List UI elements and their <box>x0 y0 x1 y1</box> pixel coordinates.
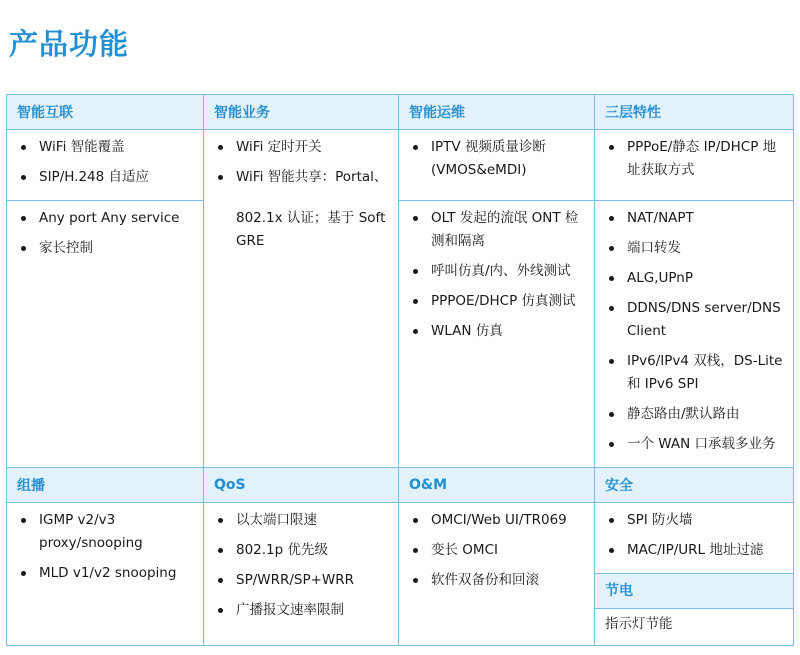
power-saving-text: 指示灯节能 <box>605 616 673 632</box>
list-item: 变长 OMCI <box>411 539 586 562</box>
header-intelligent-connection: 智能互联 <box>7 95 204 130</box>
cell-row2-col1 <box>7 201 204 468</box>
page-title: 产品功能 <box>9 27 130 61</box>
feature-list <box>595 130 793 193</box>
list-item: 端口转发 <box>607 237 785 260</box>
list-item: MAC/IP/URL 地址过滤 <box>607 539 785 562</box>
header-intelligent-maintenance: 智能运维 <box>399 95 595 130</box>
feature-list <box>7 130 203 200</box>
header-qos: QoS <box>204 468 399 503</box>
feature-list <box>7 503 203 596</box>
list-item: NAT/NAPT <box>607 207 785 230</box>
header-power-saving: 节电 <box>595 573 793 609</box>
feature-table <box>6 94 794 646</box>
feature-list <box>595 201 793 467</box>
list-item: Any port Any service <box>19 207 195 230</box>
cell-row3-col4 <box>595 503 794 646</box>
list-item: SP/WRR/SP+WRR <box>216 569 390 592</box>
list-item: WiFi 智能覆盖 <box>19 136 195 159</box>
list-item: WLAN 仿真 <box>411 320 586 343</box>
feature-list <box>204 130 398 200</box>
header-security: 安全 <box>595 468 794 503</box>
list-item: MLD v1/v2 snooping <box>19 562 195 585</box>
list-item-continuation: 802.1x 认证；基于 Soft GRE <box>236 209 386 249</box>
list-item: PPPOE/DHCP 仿真测试 <box>411 290 586 313</box>
feature-list <box>204 503 398 633</box>
header-om: O&M <box>399 468 595 503</box>
list-item: SIP/H.248 自适应 <box>19 166 195 189</box>
cell-row1-col1 <box>7 130 204 201</box>
feature-list <box>399 130 594 193</box>
list-item: 呼叫仿真/内、外线测试 <box>411 260 586 283</box>
list-item: 家长控制 <box>19 237 195 260</box>
list-item: IGMP v2/v3 proxy/snooping <box>19 509 195 555</box>
cell-row2-col4 <box>595 201 794 468</box>
list-item: IPv6/IPv4 双栈，DS-Lite 和 IPv6 SPI <box>607 350 785 396</box>
list-item: WiFi 智能共享：Portal、 <box>216 166 390 189</box>
list-item: OLT 发起的流氓 ONT 检测和隔离 <box>411 207 586 253</box>
cell-row3-col1 <box>7 503 204 646</box>
list-item: 软件双备份和回滚 <box>411 569 586 592</box>
list-item: PPPoE/静态 IP/DHCP 地址获取方式 <box>607 136 785 182</box>
feature-list <box>399 503 594 603</box>
list-item: DDNS/DNS server/DNS Client <box>607 297 785 343</box>
header-layer3-features: 三层特性 <box>595 95 794 130</box>
list-item: ALG,UPnP <box>607 267 785 290</box>
list-item: WiFi 定时开关 <box>216 136 390 159</box>
cell-row1-col4 <box>595 130 794 201</box>
cell-row1-col2 <box>204 130 399 201</box>
feature-list <box>7 201 203 271</box>
feature-list <box>595 503 793 573</box>
header-intelligent-service: 智能业务 <box>204 95 399 130</box>
header-multicast: 组播 <box>7 468 204 503</box>
cell-row2-col2 <box>204 201 399 468</box>
list-item: IPTV 视频质量诊断 (VMOS&eMDI) <box>411 136 586 182</box>
list-item: 静态路由/默认路由 <box>607 403 785 426</box>
list-item: OMCI/Web UI/TR069 <box>411 509 586 532</box>
cell-row3-col2 <box>204 503 399 646</box>
cell-row2-col3 <box>399 201 595 468</box>
list-item: 802.1p 优先级 <box>216 539 390 562</box>
list-item: 一个 WAN 口承载多业务 <box>607 433 785 456</box>
list-item: SPI 防火墙 <box>607 509 785 532</box>
feature-list <box>399 201 594 354</box>
cell-row1-col3 <box>399 130 595 201</box>
cell-row3-col3 <box>399 503 595 646</box>
list-item: 以太端口限速 <box>216 509 390 532</box>
list-item: 广播报文速率限制 <box>216 599 390 622</box>
